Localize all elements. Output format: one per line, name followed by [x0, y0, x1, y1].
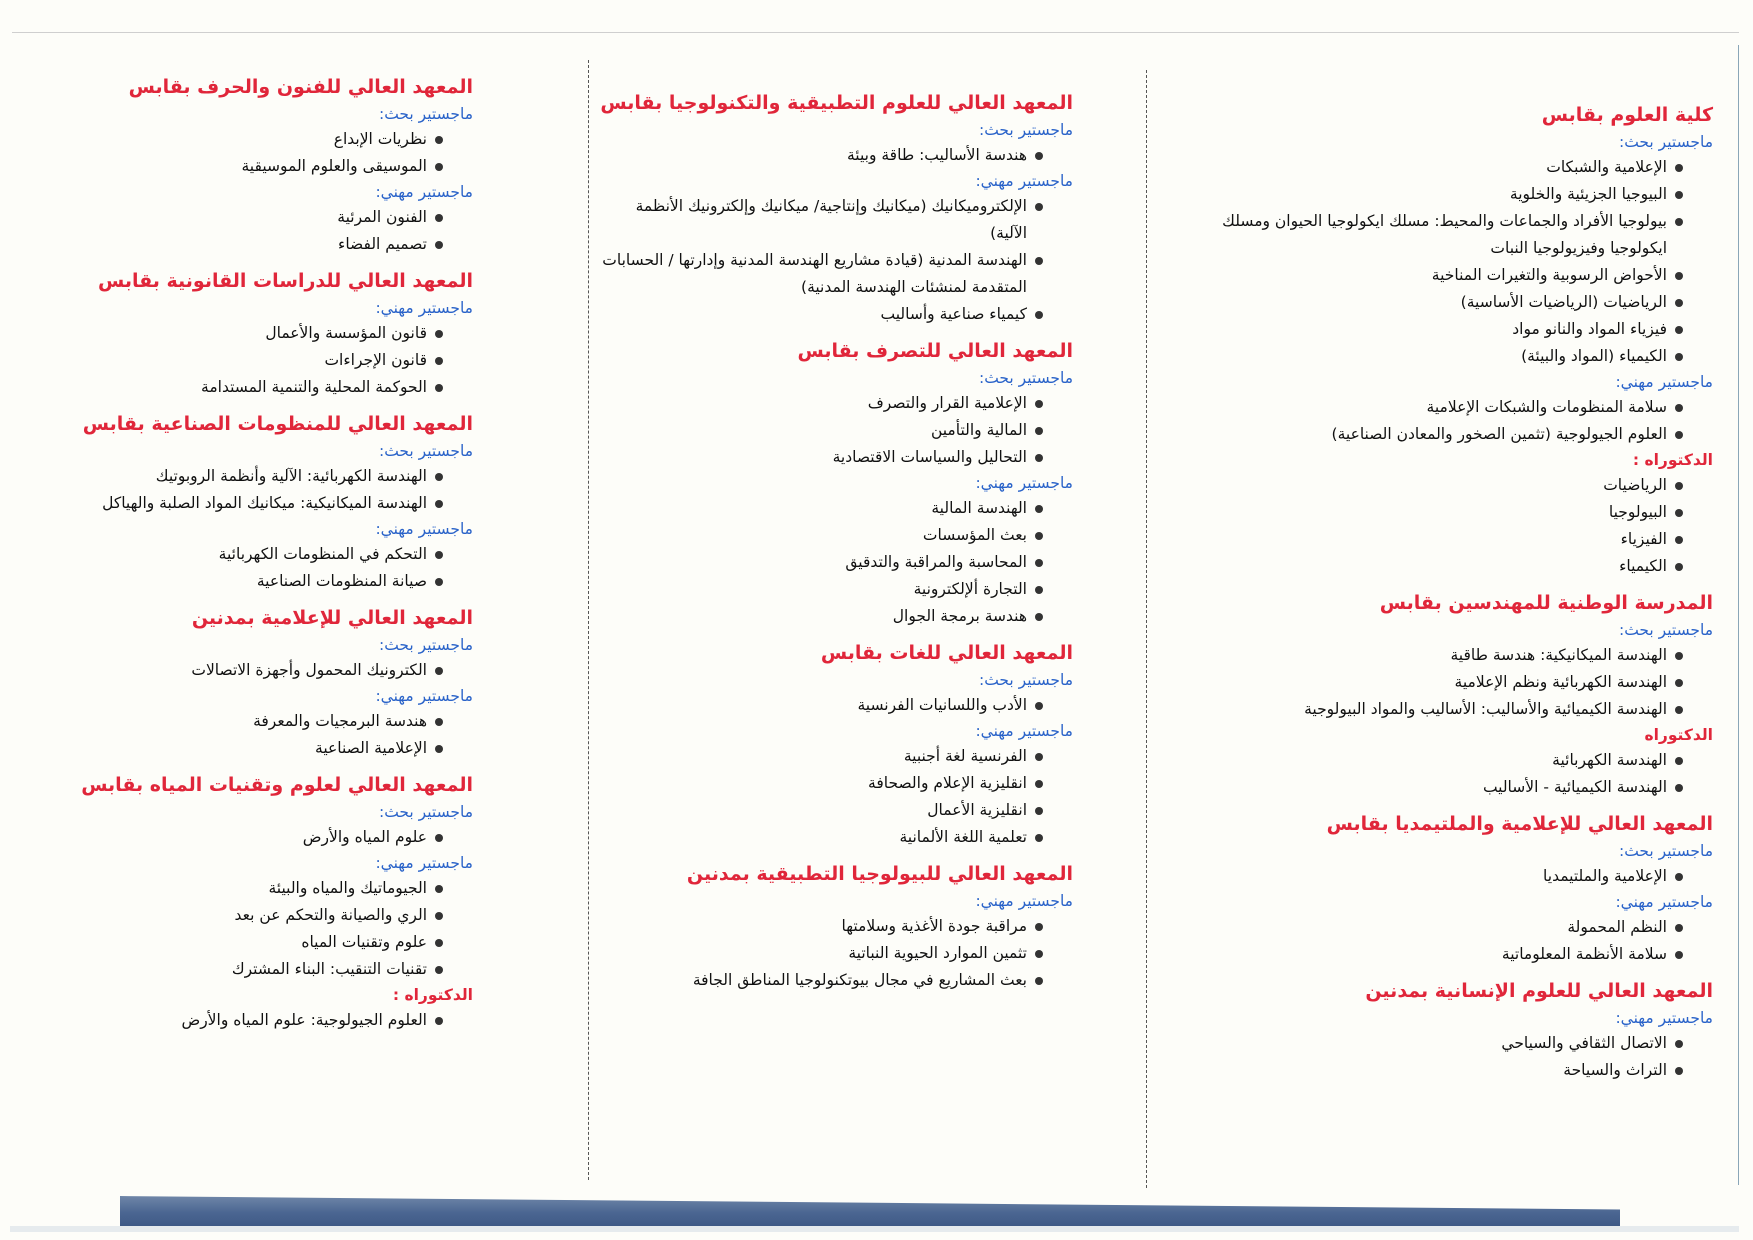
bullet-icon	[1675, 272, 1683, 280]
program-item	[598, 247, 1027, 301]
program-item	[598, 940, 1027, 967]
program-name: التحكم في المنظومات الكهربائية	[218, 545, 427, 563]
program-name: الاتصال الثقافي والسياحي	[1501, 1034, 1667, 1052]
bullet-icon	[1035, 586, 1043, 594]
program-item	[1193, 154, 1667, 181]
program-item	[598, 522, 1027, 549]
program-item	[598, 603, 1027, 630]
program-name: الهندسة المدنية (قيادة مشاريع الهندسة المدنية وإدارتها / الحسابات المتقدمة لمنشئات الهندسة المدنية)	[602, 251, 1027, 296]
program-name: علوم وتقنيات المياه	[301, 933, 427, 951]
program-item	[53, 126, 427, 153]
program-item	[1193, 914, 1667, 941]
program-item	[1193, 1057, 1667, 1084]
program-name: الهندسة الكهربائية	[1552, 751, 1667, 769]
degree-type-heading: ماجستير مهني:	[1615, 893, 1713, 911]
bullet-icon	[1035, 923, 1043, 931]
degree-type-heading: ماجستير مهني:	[375, 854, 473, 872]
bullet-icon	[1035, 702, 1043, 710]
program-item	[1193, 316, 1667, 343]
institution-title: المعهد العالي للغات بقابس	[820, 642, 1073, 664]
program-item	[598, 797, 1027, 824]
program-name: قانون الإجراءات	[324, 351, 427, 369]
column-divider-right	[1146, 70, 1147, 1188]
program-name: بعث المؤسسات	[922, 526, 1027, 544]
degree-type-heading: ماجستير مهني:	[975, 722, 1073, 740]
program-item	[1193, 669, 1667, 696]
bullet-icon	[1675, 482, 1683, 490]
program-item	[53, 204, 427, 231]
bullet-icon	[1035, 780, 1043, 788]
program-item	[53, 875, 427, 902]
program-item	[598, 576, 1027, 603]
program-name: هندسة البرمجيات والمعرفة	[253, 712, 427, 730]
institution-section	[53, 266, 473, 401]
program-item	[598, 743, 1027, 770]
program-name: فيزياء المواد والنانو مواد	[1512, 320, 1667, 338]
program-item	[1193, 553, 1667, 580]
program-name: بعث المشاريع في مجال بيوتكنولوجيا المناطق الجافة	[692, 971, 1027, 989]
program-name: نظريات الإبداع	[333, 130, 427, 148]
institution-title: المعهد العالي للعلوم الإنسانية بمدنين	[1365, 980, 1713, 1002]
program-name: الإعلامية الصناعية	[315, 739, 427, 757]
column-right	[1193, 100, 1713, 1092]
program-item	[53, 708, 427, 735]
program-item	[598, 770, 1027, 797]
degree-type-heading: ماجستير مهني:	[1615, 373, 1713, 391]
program-name: البيوجيا الجزيئية والخلوية	[1509, 185, 1667, 203]
degree-type-heading: ماجستير مهني:	[375, 520, 473, 538]
program-item	[1193, 181, 1667, 208]
bullet-icon	[1675, 784, 1683, 792]
bullet-icon	[1675, 299, 1683, 307]
bullet-icon	[1035, 427, 1043, 435]
institution-section	[1193, 809, 1713, 968]
degree-type-heading: ماجستير بحث:	[378, 105, 473, 123]
program-list	[53, 320, 473, 401]
degree-type-heading: ماجستير بحث:	[1618, 621, 1713, 639]
bullet-icon	[1035, 559, 1043, 567]
program-item	[598, 301, 1027, 328]
program-name: سلامة المنظومات والشبكات الإعلامية	[1426, 398, 1667, 416]
bullet-icon	[1675, 951, 1683, 959]
program-item	[1193, 1030, 1667, 1057]
program-name: الأدب واللسانيات الفرنسية	[857, 696, 1027, 714]
program-item	[598, 692, 1027, 719]
footer-decorative-bar	[120, 1196, 1620, 1226]
degree-type-heading: ماجستير بحث:	[378, 803, 473, 821]
program-list	[1193, 863, 1713, 890]
program-item	[53, 735, 427, 762]
program-item	[53, 929, 427, 956]
degree-type-heading: ماجستير مهني:	[1615, 1009, 1713, 1027]
program-name: البيولوجيا	[1608, 503, 1667, 521]
degree-type-heading: ماجستير بحث:	[978, 369, 1073, 387]
program-list	[1193, 472, 1713, 580]
bullet-icon	[1675, 218, 1683, 226]
program-name: الرياضيات (الرياضيات الأساسية)	[1460, 293, 1667, 311]
program-name: التجارة ألإلكترونية	[913, 580, 1027, 598]
program-list	[598, 743, 1073, 851]
program-name: العلوم الجيولوجية: علوم المياه والأرض	[181, 1011, 427, 1029]
doctorate-heading: الدكتوراه	[1644, 726, 1713, 744]
bullet-icon	[1675, 431, 1683, 439]
bullet-icon	[435, 939, 443, 947]
institution-section	[1193, 976, 1713, 1084]
bullet-icon	[1035, 977, 1043, 985]
program-item	[53, 541, 427, 568]
bullet-icon	[1035, 505, 1043, 513]
program-name: الفيزياء	[1620, 530, 1667, 548]
program-item	[53, 956, 427, 983]
program-list	[53, 126, 473, 180]
degree-type-heading: ماجستير بحث:	[1618, 133, 1713, 151]
program-item	[1193, 208, 1667, 262]
program-name: الإعلامية القرار والتصرف	[867, 394, 1027, 412]
program-list	[598, 390, 1073, 471]
program-item	[53, 320, 427, 347]
bullet-icon	[1035, 532, 1043, 540]
degree-type-heading: ماجستير بحث:	[978, 671, 1073, 689]
bullet-icon	[435, 885, 443, 893]
bullet-icon	[435, 214, 443, 222]
institution-section	[598, 336, 1073, 630]
degree-type-heading: ماجستير بحث:	[378, 636, 473, 654]
program-item	[53, 568, 427, 595]
program-name: سلامة الأنظمة المعلوماتية	[1501, 945, 1667, 963]
bullet-icon	[435, 834, 443, 842]
program-name: الفنون المرئية	[337, 208, 427, 226]
program-item	[598, 142, 1027, 169]
bullet-icon	[1675, 706, 1683, 714]
institution-title: المعهد العالي للبيولوجيا التطبيقية بمدنين	[686, 863, 1073, 885]
program-item	[53, 231, 427, 258]
institution-section	[53, 72, 473, 258]
program-name: الهندسة الميكانيكية: هندسة طاقية	[1450, 646, 1667, 664]
program-item	[53, 824, 427, 851]
bullet-icon	[1675, 1067, 1683, 1075]
degree-type-heading: ماجستير بحث:	[378, 442, 473, 460]
degree-type-heading: ماجستير مهني:	[375, 687, 473, 705]
degree-type-heading: ماجستير مهني:	[975, 172, 1073, 190]
program-name: تقنيات التنقيب: البناء المشترك	[231, 960, 427, 978]
program-item	[53, 374, 427, 401]
footer-shadow	[10, 1226, 1739, 1232]
program-name: تصميم الفضاء	[338, 235, 427, 253]
program-item	[1193, 526, 1667, 553]
institution-section	[1193, 588, 1713, 801]
doctorate-heading: الدكتوراه :	[392, 986, 473, 1004]
program-list	[1193, 1030, 1713, 1084]
program-item	[53, 153, 427, 180]
program-item	[598, 417, 1027, 444]
program-list	[53, 824, 473, 851]
program-name: الهندسة الكيميائية والأساليب: الأساليب والمواد البيولوجية	[1304, 700, 1667, 718]
program-name: العلوم الجيولوجية (تثمين الصخور والمعادن الصناعية)	[1331, 425, 1667, 443]
program-list	[598, 913, 1073, 994]
bullet-icon	[435, 136, 443, 144]
program-name: الكترونيك المحمول وأجهزة الاتصالات	[191, 661, 427, 679]
program-list	[598, 692, 1073, 719]
bullet-icon	[1035, 613, 1043, 621]
program-item	[1193, 499, 1667, 526]
bullet-icon	[1675, 757, 1683, 765]
program-item	[53, 490, 427, 517]
program-item	[53, 347, 427, 374]
program-item	[598, 824, 1027, 851]
bullet-icon	[435, 966, 443, 974]
column-middle	[598, 88, 1073, 1002]
program-name: هندسة الأساليب: طاقة وبيئة	[846, 146, 1027, 164]
bullet-icon	[1675, 509, 1683, 517]
bullet-icon	[1035, 311, 1043, 319]
program-name: الإعلامية والشبكات	[1546, 158, 1667, 176]
column-divider-left	[588, 60, 589, 1180]
program-item	[598, 193, 1027, 247]
bullet-icon	[1035, 400, 1043, 408]
bullet-icon	[1035, 834, 1043, 842]
program-name: الهندسة الكيميائية - الأساليب	[1482, 778, 1667, 796]
bullet-icon	[435, 330, 443, 338]
program-item	[1193, 289, 1667, 316]
program-name: الرياضيات	[1603, 476, 1667, 494]
bullet-icon	[435, 384, 443, 392]
program-list	[53, 463, 473, 517]
program-item	[1193, 863, 1667, 890]
program-list	[598, 142, 1073, 169]
program-item	[1193, 642, 1667, 669]
degree-type-heading: ماجستير مهني:	[375, 183, 473, 201]
bullet-icon	[435, 745, 443, 753]
institution-title: كلية العلوم بقابس	[1541, 104, 1713, 126]
program-item	[1193, 774, 1667, 801]
program-item	[53, 463, 427, 490]
program-item	[598, 390, 1027, 417]
institution-section	[53, 603, 473, 762]
bullet-icon	[1675, 191, 1683, 199]
bullet-icon	[1035, 950, 1043, 958]
bullet-icon	[1675, 652, 1683, 660]
degree-type-heading: ماجستير بحث:	[1618, 842, 1713, 860]
program-item	[598, 444, 1027, 471]
program-name: الهندسة الكهربائية ونظم الإعلامية	[1454, 673, 1667, 691]
program-list	[1193, 394, 1713, 448]
bullet-icon	[1675, 563, 1683, 571]
program-item	[1193, 472, 1667, 499]
program-list	[598, 495, 1073, 630]
bullet-icon	[1675, 404, 1683, 412]
bullet-icon	[1675, 924, 1683, 932]
institution-title: المعهد العالي للإعلامية بمدنين	[191, 607, 473, 629]
program-list	[598, 193, 1073, 328]
institution-title: المعهد العالي للدراسات القانونية بقابس	[97, 270, 473, 292]
institution-title: المعهد العالي للمنظومات الصناعية بقابس	[82, 413, 473, 435]
institution-title: المدرسة الوطنية للمهندسين بقابس	[1379, 592, 1713, 614]
program-item	[1193, 747, 1667, 774]
degree-type-heading: ماجستير مهني:	[375, 299, 473, 317]
program-name: الحوكمة المحلية والتنمية المستدامة	[201, 378, 427, 396]
institution-section	[53, 409, 473, 595]
program-name: النظم المحمولة	[1567, 918, 1667, 936]
bullet-icon	[435, 551, 443, 559]
program-name: الكيمياء	[1619, 557, 1667, 575]
program-name: تثمين الموارد الحيوية النباتية	[848, 944, 1027, 962]
bullet-icon	[435, 241, 443, 249]
program-item	[53, 657, 427, 684]
program-item	[1193, 262, 1667, 289]
program-item	[598, 495, 1027, 522]
bullet-icon	[1675, 873, 1683, 881]
program-name: الهندسة الكهربائية: الآلية وأنظمة الروبوتيك	[155, 467, 427, 485]
institution-section	[1193, 100, 1713, 580]
bullet-icon	[1035, 454, 1043, 462]
program-item	[1193, 343, 1667, 370]
program-list	[53, 1007, 473, 1034]
program-name: صيانة المنظومات الصناعية	[256, 572, 427, 590]
program-name: الأحواض الرسوبية والتغيرات المناخية	[1431, 266, 1667, 284]
program-item	[598, 549, 1027, 576]
program-name: انقليزية الإعلام والصحافة	[868, 774, 1027, 792]
bullet-icon	[1035, 257, 1043, 265]
program-item	[1193, 394, 1667, 421]
program-list	[53, 204, 473, 258]
bullet-icon	[1675, 1040, 1683, 1048]
bullet-icon	[1675, 353, 1683, 361]
program-item	[1193, 696, 1667, 723]
institution-section	[598, 859, 1073, 994]
bullet-icon	[435, 500, 443, 508]
program-item	[598, 913, 1027, 940]
bullet-icon	[435, 718, 443, 726]
bullet-icon	[1675, 326, 1683, 334]
bullet-icon	[435, 667, 443, 675]
program-list	[1193, 154, 1713, 370]
bullet-icon	[435, 578, 443, 586]
bullet-icon	[1675, 536, 1683, 544]
institution-title: المعهد العالي للتصرف بقابس	[797, 340, 1073, 362]
program-name: انقليزية الأعمال	[927, 801, 1027, 819]
doctorate-heading: الدكتوراه :	[1632, 451, 1713, 469]
program-item	[53, 1007, 427, 1034]
institution-section	[598, 88, 1073, 328]
program-name: الجيوماتيك والمياه والبيئة	[268, 879, 427, 897]
degree-type-heading: ماجستير بحث:	[978, 121, 1073, 139]
program-name: مراقبة جودة الأغذية وسلامتها	[841, 917, 1027, 935]
program-item	[1193, 941, 1667, 968]
top-border-line	[12, 32, 1739, 33]
program-name: الكيمياء (المواد والبيئة)	[1521, 347, 1667, 365]
program-name: الفرنسية لغة أجنبية	[903, 747, 1027, 765]
right-border-line	[1738, 45, 1739, 1185]
program-name: الري والصيانة والتحكم عن بعد	[234, 906, 427, 924]
bullet-icon	[435, 1017, 443, 1025]
program-list	[53, 708, 473, 762]
institution-title: المعهد العالي للفنون والحرف بقابس	[128, 76, 473, 98]
program-name: التحاليل والسياسات الاقتصادية	[832, 448, 1027, 466]
program-list	[53, 541, 473, 595]
bullet-icon	[1035, 753, 1043, 761]
program-name: المحاسبة والمراقبة والتدقيق	[845, 553, 1027, 571]
program-name: الموسيقى والعلوم الموسيقية	[241, 157, 427, 175]
program-name: الإلكتروميكانيك (ميكانيك وإنتاجية/ ميكانيك وإلكترونيك الأنظمة الآلية)	[635, 197, 1027, 242]
institution-title: المعهد العالي لعلوم وتقنيات المياه بقابس	[81, 774, 473, 796]
institution-title: المعهد العالي للإعلامية والملتيمديا بقابس	[1326, 813, 1713, 835]
program-list	[53, 657, 473, 684]
bullet-icon	[1035, 203, 1043, 211]
program-name: تعلمية اللغة الألمانية	[899, 828, 1027, 846]
column-left	[53, 72, 473, 1042]
bullet-icon	[1675, 164, 1683, 172]
institution-title: المعهد العالي للعلوم التطبيقية والتكنولوجيا بقابس	[600, 92, 1073, 114]
program-name: قانون المؤسسة والأعمال	[265, 324, 427, 342]
program-item	[1193, 421, 1667, 448]
degree-type-heading: ماجستير مهني:	[975, 892, 1073, 910]
bullet-icon	[435, 357, 443, 365]
program-name: الهندسة الميكانيكية: ميكانيك المواد الصلبة والهياكل	[102, 494, 427, 512]
program-name: التراث والسياحة	[1563, 1061, 1667, 1079]
program-name: الهندسة المالية	[931, 499, 1027, 517]
program-name: كيمياء صناعية وأساليب	[880, 305, 1027, 323]
program-name: المالية والتأمين	[930, 421, 1027, 439]
bullet-icon	[1035, 152, 1043, 160]
program-list	[1193, 747, 1713, 801]
program-list	[53, 875, 473, 983]
institution-section	[53, 770, 473, 1034]
program-name: علوم المياه والأرض	[302, 828, 427, 846]
bullet-icon	[435, 163, 443, 171]
bullet-icon	[435, 473, 443, 481]
program-name: الإعلامية والملتيمديا	[1543, 867, 1667, 885]
bullet-icon	[1035, 807, 1043, 815]
program-list	[1193, 914, 1713, 968]
institution-section	[598, 638, 1073, 851]
bullet-icon	[435, 912, 443, 920]
program-item	[598, 967, 1027, 994]
program-name: هندسة برمجة الجوال	[892, 607, 1027, 625]
program-list	[1193, 642, 1713, 723]
degree-type-heading: ماجستير مهني:	[975, 474, 1073, 492]
program-item	[53, 902, 427, 929]
program-name: بيولوجيا الأفراد والجماعات والمحيط: مسلك ايكولوجيا الحيوان ومسلك ايكولوجيا وفيزيولوجيا النبات	[1222, 212, 1667, 257]
bullet-icon	[1675, 679, 1683, 687]
